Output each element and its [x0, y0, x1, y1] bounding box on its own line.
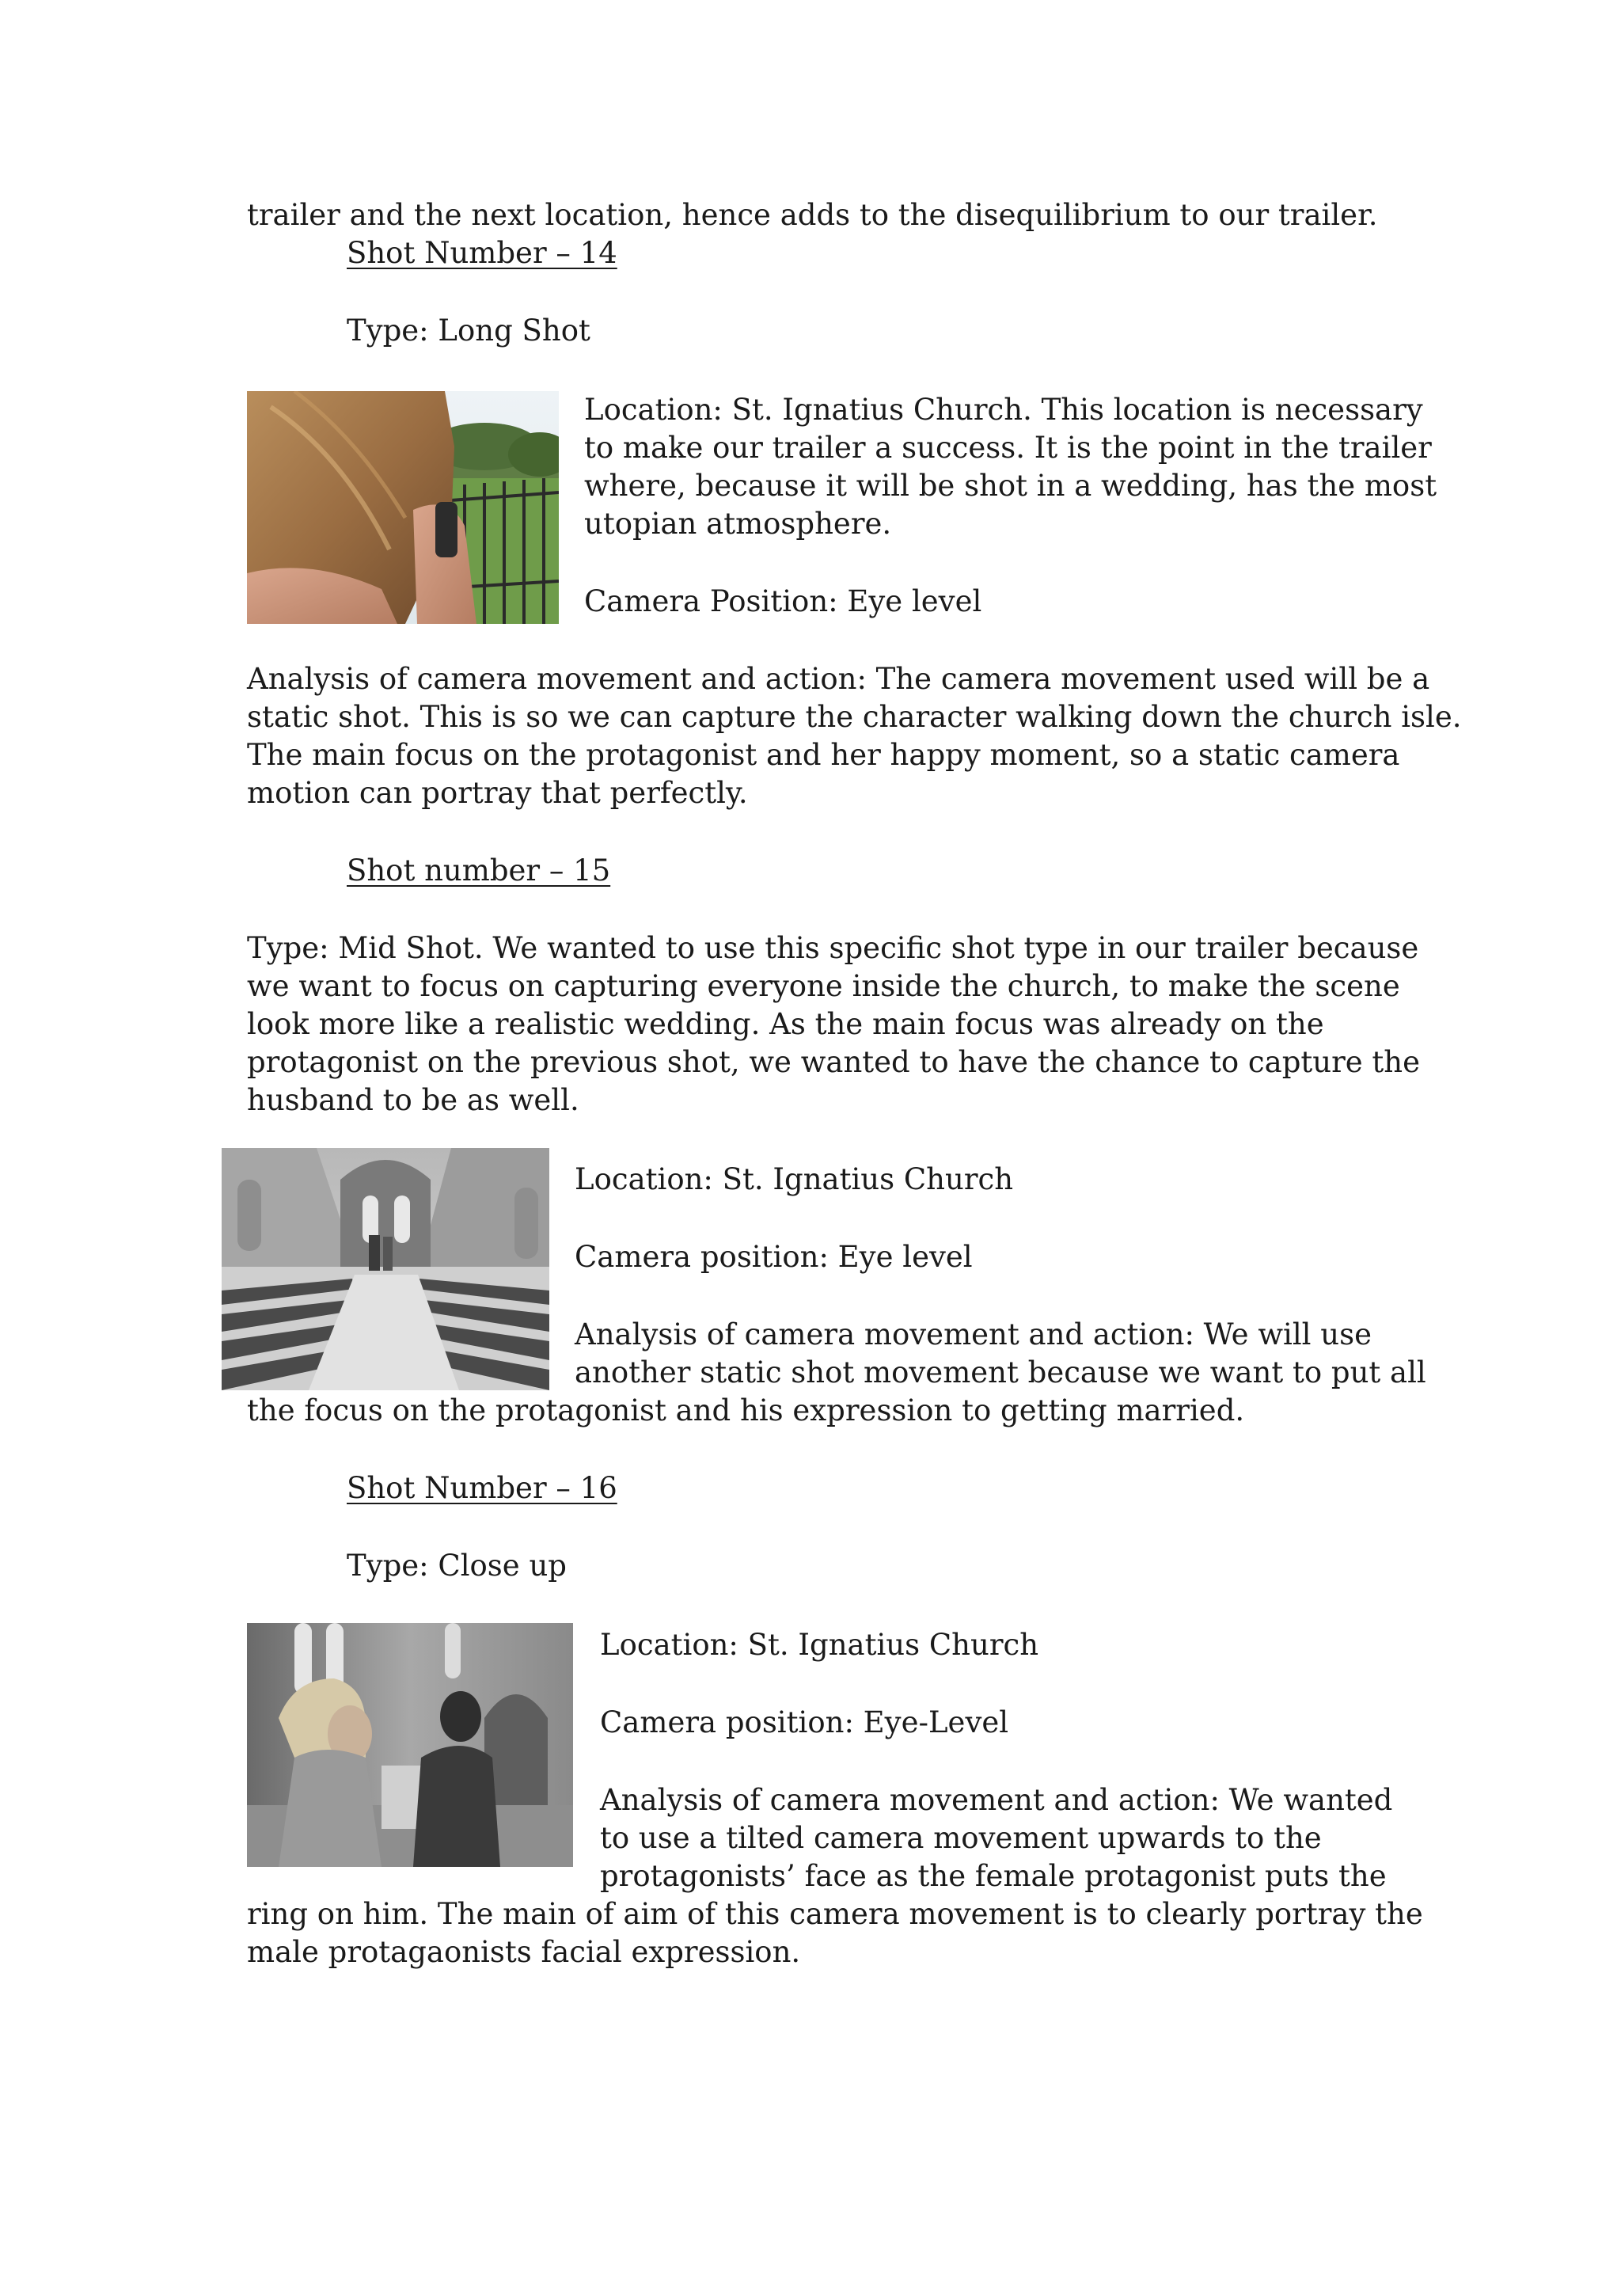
shot-14-heading: Shot Number – 14 — [347, 236, 617, 270]
shot-14-analysis-line-2: static shot. This is so we can capture the character walking down the church isle. — [247, 700, 1462, 734]
shot-14-location-line-4: utopian atmosphere. — [584, 507, 892, 541]
shot-16-camera-position: Camera position: Eye-Level — [600, 1705, 1009, 1739]
shot-15-location: Location: St. Ignatius Church — [575, 1162, 1014, 1196]
shot-14-location-line-1: Location: St. Ignatius Church. This location is necessary — [584, 393, 1423, 427]
shot-14-location-line-2: to make our trailer a success. It is the point in the trailer — [584, 431, 1432, 465]
intro-text: trailer and the next location, hence adds to the disequilibrium to our trailer. — [247, 198, 1378, 232]
shot-15-analysis-line-2: another static shot movement because we want to put all — [575, 1355, 1426, 1389]
shot-15-analysis-line-1: Analysis of camera movement and action: We will use — [575, 1317, 1372, 1351]
shot-15-type-line-5: husband to be as well. — [247, 1083, 579, 1117]
shot-16-analysis-line-1: Analysis of camera movement and action: We wanted — [600, 1783, 1393, 1817]
shot-14-analysis-line-4: motion can portray that perfectly. — [247, 776, 748, 810]
shot-15-analysis-line-3: the focus on the protagonist and his expression to getting married. — [247, 1393, 1245, 1427]
shot-15-camera-position: Camera position: Eye level — [575, 1240, 973, 1274]
shot-14-location-line-3: where, because it will be shot in a wedding, has the most — [584, 469, 1437, 503]
shot-16-location: Location: St. Ignatius Church — [600, 1628, 1039, 1662]
shot-16-analysis-line-4: ring on him. The main of aim of this camera movement is to clearly portray the — [247, 1897, 1423, 1931]
shot-16-analysis-line-5: male protagaonists facial expression. — [247, 1935, 801, 1969]
shot-14-analysis-line-3: The main focus on the protagonist and her happy moment, so a static camera — [247, 738, 1400, 772]
shot-16-type: Type: Close up — [347, 1549, 567, 1583]
shot-16-heading: Shot Number – 16 — [347, 1471, 617, 1505]
shot-16-analysis-line-2: to use a tilted camera movement upwards to the — [600, 1821, 1322, 1855]
shot-15-type-line-4: protagonist on the previous shot, we wanted to have the chance to capture the — [247, 1045, 1421, 1079]
shot-16-photo — [247, 1623, 573, 1867]
shot-15-heading: Shot number – 15 — [347, 853, 611, 888]
shot-15-type-line-3: look more like a realistic wedding. As the main focus was already on the — [247, 1007, 1324, 1041]
shot-14-type: Type: Long Shot — [347, 314, 590, 348]
shot-15-photo — [222, 1148, 549, 1390]
shot-15-type-line-1: Type: Mid Shot. We wanted to use this specific shot type in our trailer because — [247, 931, 1419, 965]
shot-15-type-line-2: we want to focus on capturing everyone inside the church, to make the scene — [247, 969, 1400, 1003]
shot-16-analysis-line-3: protagonists’ face as the female protagonist puts the — [600, 1859, 1387, 1893]
shot-14-camera-position: Camera Position: Eye level — [584, 584, 982, 618]
shot-14-photo — [247, 391, 559, 624]
shot-14-analysis-line-1: Analysis of camera movement and action: The camera movement used will be a — [247, 662, 1430, 696]
